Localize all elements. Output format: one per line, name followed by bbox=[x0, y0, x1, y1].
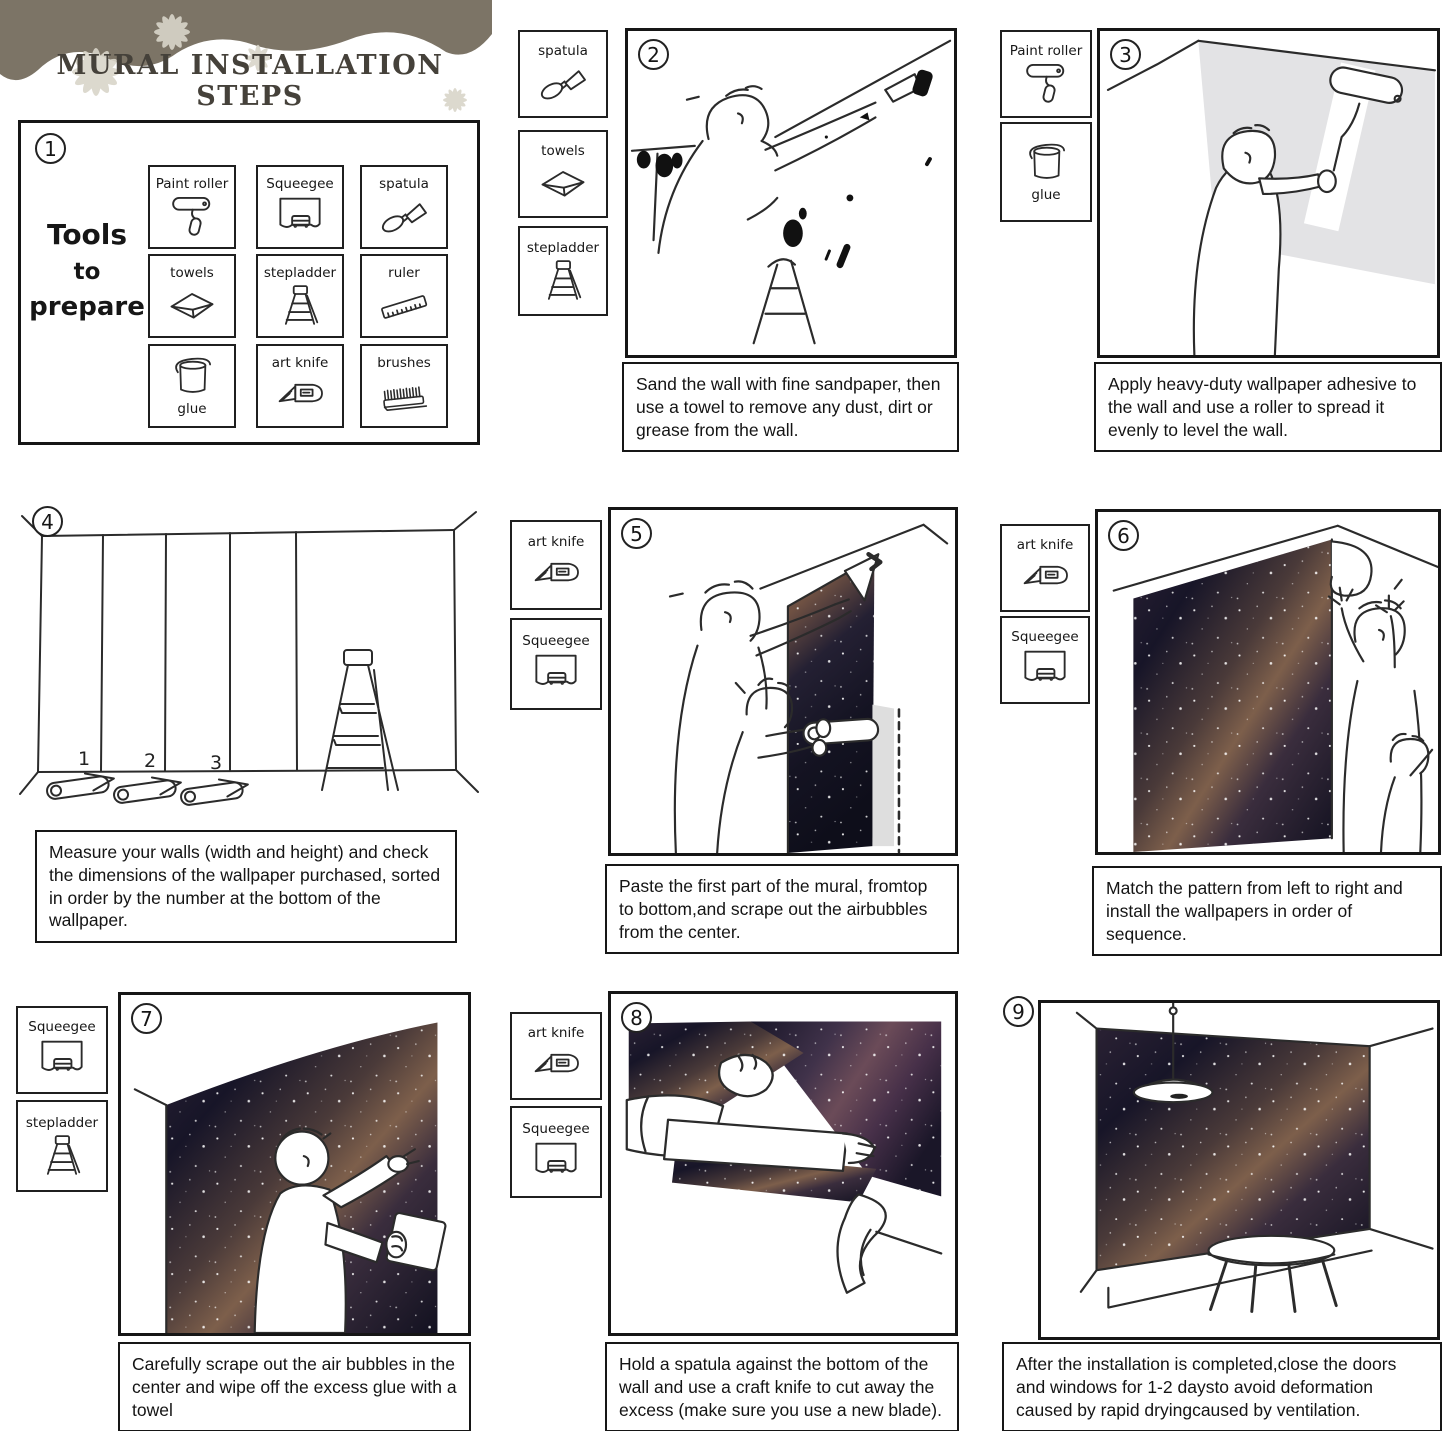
step-5-number: 5 bbox=[621, 518, 652, 549]
step-8-number: 8 bbox=[621, 1002, 652, 1033]
step-4-caption: Measure your walls (width and height) and check the dimensions of the wallpaper purchased, sorted in order by the number at the bottom of the wallpaper. bbox=[35, 830, 457, 943]
measure-wall-drawing bbox=[18, 500, 480, 825]
step-6-illustration bbox=[1095, 509, 1441, 855]
squeegee-icon bbox=[1018, 647, 1072, 691]
stepladder-icon bbox=[35, 1133, 89, 1177]
towels-icon bbox=[165, 283, 219, 327]
art-knife-icon bbox=[529, 552, 583, 596]
paint-roller-icon bbox=[165, 194, 219, 238]
page-title: MURAL INSTALLATION STEPS bbox=[56, 50, 444, 112]
step-7-caption: Carefully scrape out the air bubbles in the center and wipe off the excess glue with a towel bbox=[118, 1342, 471, 1431]
paste-first-panel-drawing bbox=[611, 510, 955, 853]
stepladder-icon bbox=[536, 258, 590, 302]
step-4-illustration bbox=[18, 500, 480, 825]
brushes-icon bbox=[377, 373, 431, 417]
step-5-illustration bbox=[608, 507, 958, 856]
scrape-bubbles-drawing bbox=[121, 995, 468, 1333]
step-6-number: 6 bbox=[1108, 520, 1139, 551]
step-6-tool-squeegee: Squeegee bbox=[1000, 616, 1090, 704]
towels-icon bbox=[536, 161, 590, 205]
step-7-illustration bbox=[118, 992, 471, 1336]
tool-chip-glue: glue bbox=[148, 344, 236, 428]
spatula-icon bbox=[377, 194, 431, 238]
step-2-illustration bbox=[625, 28, 957, 358]
trim-excess-drawing bbox=[611, 994, 955, 1333]
step-3-tool-paint-roller: Paint roller bbox=[1000, 30, 1092, 118]
squeegee-icon bbox=[529, 651, 583, 695]
glue-icon bbox=[1019, 141, 1073, 185]
step-6-tool-art-knife: art knife bbox=[1000, 524, 1090, 612]
match-pattern-drawing bbox=[1098, 512, 1438, 852]
art-knife-icon bbox=[273, 373, 327, 417]
step-2-caption: Sand the wall with fine sandpaper, then use a towel to remove any dust, dirt or grease from the wall. bbox=[622, 362, 959, 452]
stepladder-drawing bbox=[322, 650, 398, 790]
squeegee-icon bbox=[35, 1037, 89, 1081]
step-8-caption: Hold a spatula against the bottom of the wall and use a craft knife to cut away the excess (make sure you use a new blade). bbox=[605, 1342, 959, 1431]
step-9-caption: After the installation is completed,close the doors and windows for 1-2 daysto avoid deformation caused by rapid dryingcaused by ventilation. bbox=[1002, 1342, 1442, 1431]
step-5-tool-squeegee: Squeegee bbox=[510, 618, 602, 710]
paint-roller-icon bbox=[1019, 61, 1073, 105]
step-1-tools-panel bbox=[18, 120, 480, 445]
tool-chip-squeegee: Squeegee bbox=[256, 165, 344, 249]
ruler-icon bbox=[377, 283, 431, 327]
stepladder-icon bbox=[273, 283, 327, 327]
panel-number-3: 3 bbox=[210, 752, 223, 774]
wallpaper-rolls bbox=[45, 770, 249, 806]
step-2-number: 2 bbox=[638, 39, 669, 70]
step-7-tool-stepladder: stepladder bbox=[16, 1100, 108, 1192]
step-7-tool-squeegee: Squeegee bbox=[16, 1006, 108, 1094]
sanding-wall-drawing bbox=[628, 31, 954, 355]
coffee-table bbox=[1209, 1236, 1337, 1312]
tool-chip-spatula: spatula bbox=[360, 165, 448, 249]
step-4-number: 4 bbox=[32, 506, 63, 537]
step-3-tool-glue: glue bbox=[1000, 122, 1092, 222]
tool-chip-brushes: brushes bbox=[360, 344, 448, 428]
step-2-tool-stepladder: stepladder bbox=[518, 226, 608, 316]
step-9-number: 9 bbox=[1003, 996, 1034, 1027]
tool-chip-ruler: ruler bbox=[360, 254, 448, 338]
wall-dirt-spots bbox=[637, 68, 934, 269]
step-6-caption: Match the pattern from left to right and install the wallpapers in order of sequence. bbox=[1092, 866, 1442, 956]
step-3-number: 3 bbox=[1110, 39, 1141, 70]
tool-chip-paint-roller: Paint roller bbox=[148, 165, 236, 249]
panel-number-2: 2 bbox=[144, 750, 157, 772]
step-3-illustration bbox=[1097, 28, 1440, 358]
step-2-tool-spatula: spatula bbox=[518, 30, 608, 118]
panel-number-1: 1 bbox=[78, 748, 91, 770]
step-8-tool-art-knife: art knife bbox=[510, 1012, 602, 1100]
tool-chip-towels: towels bbox=[148, 254, 236, 338]
art-knife-icon bbox=[1018, 555, 1072, 599]
tool-chip-stepladder: stepladder bbox=[256, 254, 344, 338]
step-1-number: 1 bbox=[35, 133, 66, 164]
step-8-illustration bbox=[608, 991, 958, 1336]
squeegee-icon bbox=[529, 1139, 583, 1183]
tool-chip-art-knife: art knife bbox=[256, 344, 344, 428]
step-7-number: 7 bbox=[131, 1003, 162, 1034]
squeegee-icon bbox=[273, 194, 327, 238]
step-5-caption: Paste the first part of the mural, fromtop to bottom,and scrape out the airbubbles from the center. bbox=[605, 864, 959, 954]
tools-panel-title: Tools to prepare bbox=[29, 218, 145, 322]
step-5-tool-art-knife: art knife bbox=[510, 520, 602, 610]
finished-room-drawing bbox=[1041, 1003, 1437, 1337]
step-3-caption: Apply heavy-duty wallpaper adhesive to the wall and use a roller to spread it evenly to level the wall. bbox=[1094, 362, 1442, 452]
apply-adhesive-drawing bbox=[1100, 31, 1437, 355]
spatula-icon bbox=[536, 61, 590, 105]
step-9-illustration bbox=[1038, 1000, 1440, 1340]
glue-icon bbox=[165, 355, 219, 399]
step-8-tool-squeegee: Squeegee bbox=[510, 1106, 602, 1198]
art-knife-icon bbox=[529, 1043, 583, 1087]
step-2-tool-towels: towels bbox=[518, 130, 608, 218]
